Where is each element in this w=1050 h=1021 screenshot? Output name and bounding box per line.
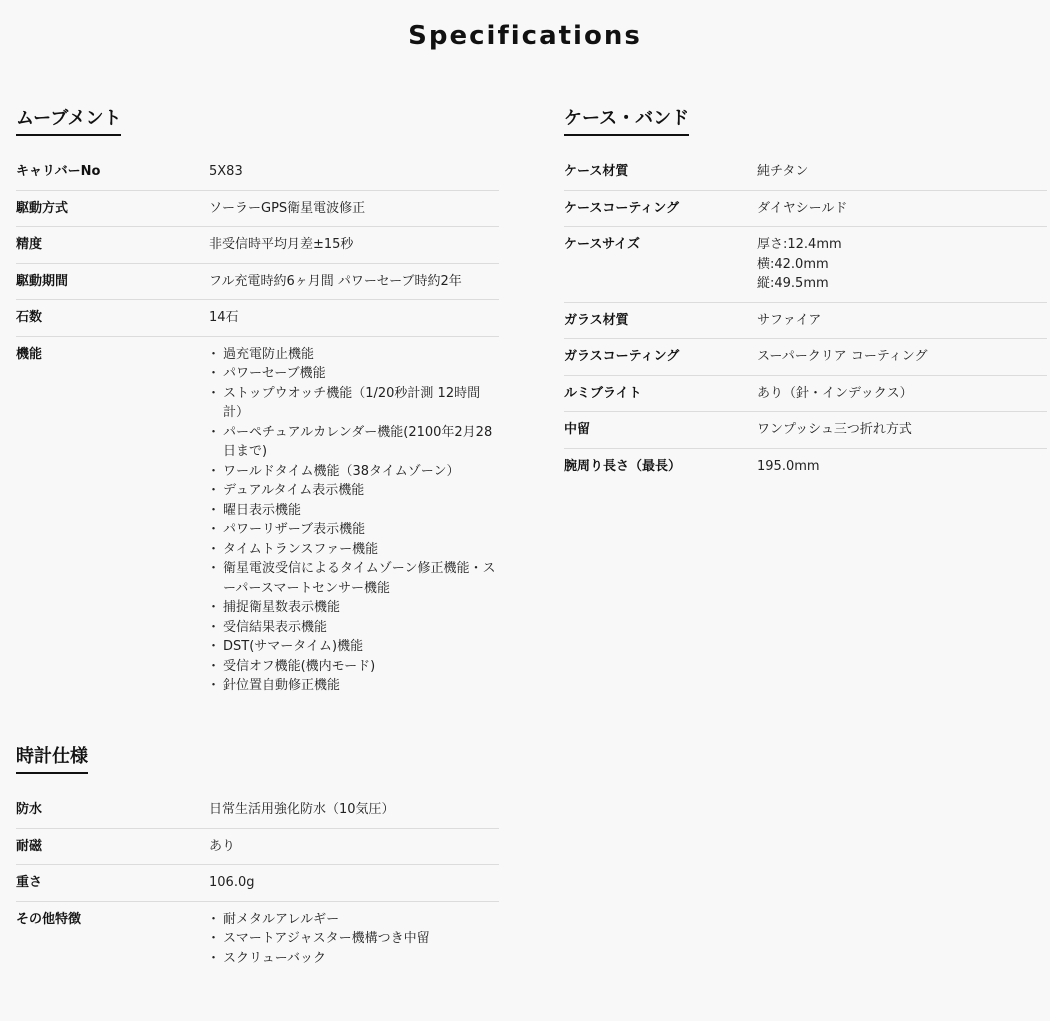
spec-row [16,828,499,865]
spec-key: ルミブライト [564,375,757,412]
feature-list [209,910,499,969]
spec-value: 5X83 [209,164,243,179]
spec-key: 耐磁 [16,828,209,865]
page-title: Specifications [408,21,642,52]
spec-row [16,300,499,337]
spec-key: 中留 [564,412,757,449]
spec-key: 精度 [16,227,209,264]
list-item: ・ 受信結果表示機能 [209,618,499,638]
spec-key: ガラスコーティング [564,339,757,376]
case-band-section [564,104,1047,484]
list-item: ・ スマートアジャスター機構つき中留 [209,929,499,949]
spec-value [209,901,499,976]
spec-value: サファイア [757,302,1047,339]
spec-key: 腕周り長さ（最長） [564,448,757,484]
spec-row [16,792,499,828]
spec-value: あり（針・インデックス） [757,375,1047,412]
list-item: ・ 過充電防止機能 [209,345,499,365]
spec-value: ソーラーGPS衛星電波修正 [209,190,499,227]
case-length: 縦:49.5mm [757,276,829,291]
spec-row [564,448,1047,484]
spec-row [16,901,499,976]
list-item: ・ スクリューバック [209,949,499,969]
spec-value: 14石 [209,300,499,337]
spec-row [564,339,1047,376]
spec-value [209,336,499,704]
spec-key: 石数 [16,300,209,337]
spec-value: 非受信時平均月差±15秒 [209,227,499,264]
list-item: ・ デュアルタイム表示機能 [209,481,499,501]
spec-value: スーパークリア コーティング [757,339,1047,376]
spec-value: 106.0g [209,865,499,902]
spec-key: ケースコーティング [564,190,757,227]
list-item: ・ 捕捉衛星数表示機能 [209,598,499,618]
spec-row [16,190,499,227]
spec-row [564,302,1047,339]
case-width: 横:42.0mm [757,256,829,272]
spec-key: その他特徴 [16,901,209,976]
spec-key: 駆動方式 [16,190,209,227]
list-item: ・ 針位置自動修正機能 [209,676,499,696]
spec-key: 重さ [16,865,209,902]
spec-value: あり [209,828,499,865]
list-item: ・ タイムトランスファー機能 [209,540,499,560]
section-heading-watch-specs: 時計仕様 [16,742,88,774]
spec-key: ケース材質 [564,164,629,179]
case-thickness: 厚さ:12.4mm [757,237,842,252]
list-item: ・ 耐メタルアレルギー [209,910,499,930]
spec-row [16,336,499,704]
spec-row [16,263,499,300]
spec-value: ダイヤシールド [757,190,1047,227]
watch-spec-table [16,792,499,976]
spec-key: ガラス材質 [564,302,757,339]
spec-key: ケースサイズ [564,227,757,303]
list-item: ・ ワールドタイム機能（38タイムゾーン） [209,462,499,482]
case-band-spec-table [564,154,1047,484]
spec-value: 日常生活用強化防水（10気圧） [209,802,395,817]
spec-row [564,412,1047,449]
spec-row [564,375,1047,412]
spec-value: 純チタン [757,164,809,179]
spec-row [16,154,499,190]
movement-section [16,104,499,704]
spec-row [564,227,1047,303]
spec-key: 機能 [16,336,209,704]
spec-value: ワンプッシュ三つ折れ方式 [757,412,1047,449]
list-item: ・ 受信オフ機能(機内モード) [209,657,499,677]
movement-spec-table [16,154,499,704]
list-item: ・ 衛星電波受信によるタイムゾーン修正機能・スーパースマートセンサー機能 [209,559,499,598]
list-item: ・ ストップウオッチ機能（1/20秒計測 12時間計） [209,384,499,423]
spec-row [16,865,499,902]
list-item: ・ 曜日表示機能 [209,501,499,521]
list-item: ・ パワーセーブ機能 [209,364,499,384]
spec-value [757,227,1047,303]
spec-key: キャリバーNo [16,164,101,179]
spec-row [16,227,499,264]
spec-value: フル充電時約6ヶ月間 パワーセーブ時約2年 [209,263,499,300]
spec-value: 195.0mm [757,448,1047,484]
list-item: ・ パーペチュアルカレンダー機能(2100年2月28日まで) [209,423,499,462]
section-heading-case-band: ケース・バンド [564,104,689,136]
spec-row [564,154,1047,190]
feature-list [209,345,499,696]
spec-key: 防水 [16,802,43,817]
spec-key: 駆動期間 [16,263,209,300]
section-heading-movement: ムーブメント [16,104,121,136]
spec-row [564,190,1047,227]
watch-specs-section [16,742,499,976]
list-item: ・ DST(サマータイム)機能 [209,637,499,657]
list-item: ・ パワーリザーブ表示機能 [209,520,499,540]
